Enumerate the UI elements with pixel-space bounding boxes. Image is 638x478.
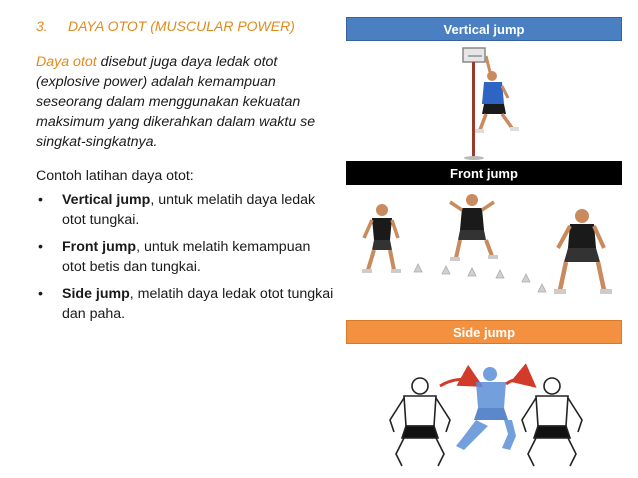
bullet-term: Front jump (62, 239, 137, 255)
side-jump-label: Side jump (346, 320, 622, 344)
bullet-text: , melatih daya ledak otot tungkai dan paha. (62, 286, 334, 322)
bullet-term: Side jump (62, 286, 130, 302)
bullet-icon: • (38, 239, 43, 255)
section-title: DAYA OTOT (MUSCULAR POWER) (68, 18, 295, 34)
definition-term: Daya otot (36, 54, 97, 70)
section-number: 3. (36, 18, 48, 34)
examples-intro: Contoh latihan daya otot: (36, 168, 194, 184)
definition-text: disebut juga daya ledak otot (explosive power) adalah kemampuan seseorang dalam menggunakan kekuatan maksimum yang dikerahkan dalam waktu se singkat-singkatnya. (36, 54, 316, 150)
definition-paragraph (36, 52, 336, 152)
bullet-icon: • (38, 286, 43, 302)
list-item (36, 190, 336, 230)
bullet-term: Vertical jump (62, 192, 151, 208)
bullet-icon: • (38, 192, 43, 208)
examples-list (36, 190, 336, 331)
vertical-jump-label: Vertical jump (346, 17, 622, 41)
list-item (36, 284, 336, 324)
front-jump-illustration (346, 186, 622, 306)
vertical-jump-illustration (430, 42, 540, 160)
section-heading (36, 18, 336, 34)
bullet-text: , untuk melatih daya ledak otot tungkai. (62, 192, 316, 228)
front-jump-label: Front jump (346, 161, 622, 185)
bullet-text: , untuk melatih kemampuan otot betis dan tungkai. (62, 239, 311, 275)
list-item (36, 237, 336, 277)
side-jump-illustration (356, 350, 612, 470)
